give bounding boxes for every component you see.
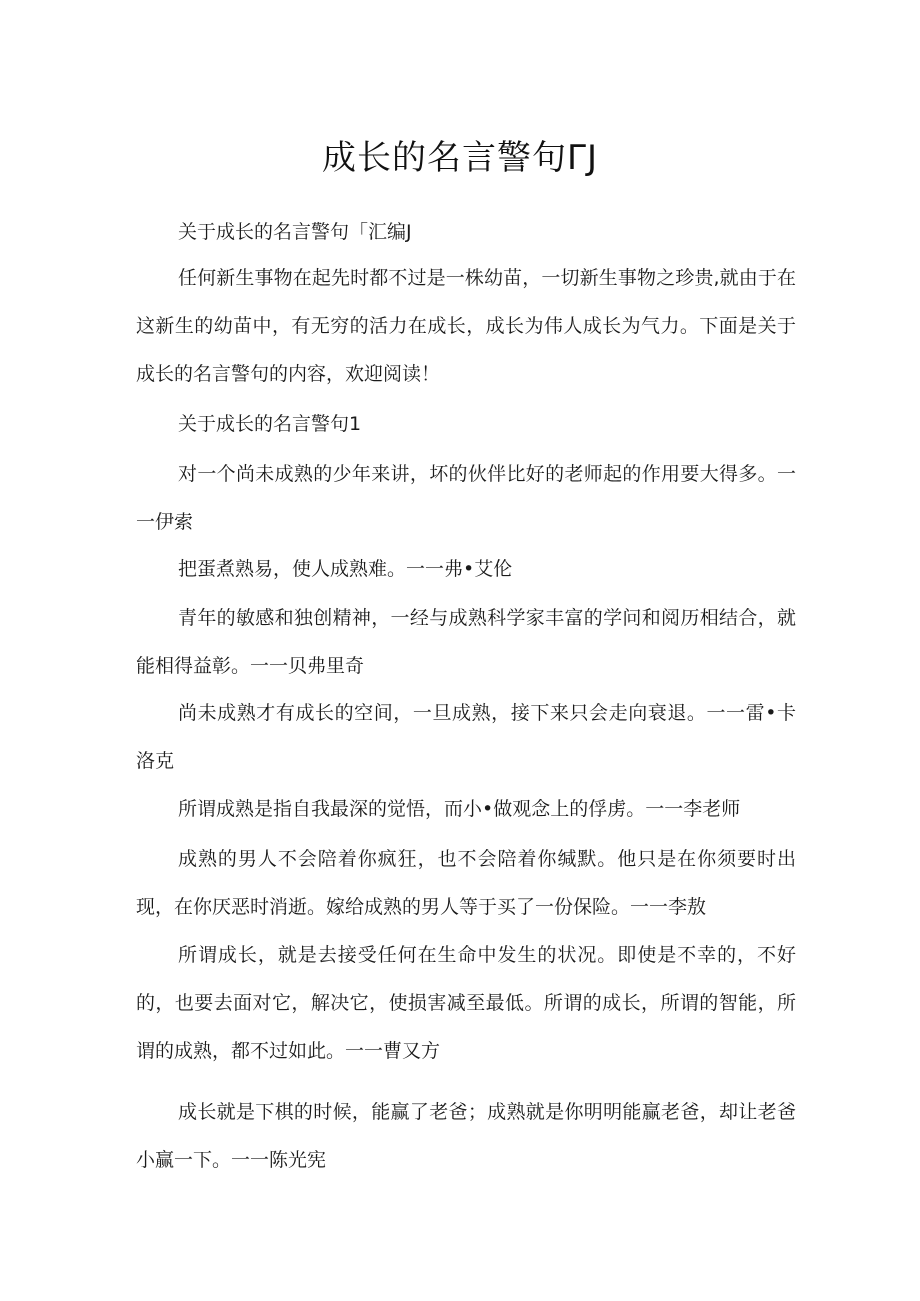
paragraph-intro: 任何新生事物在起先时都不过是一株幼苗，一切新生事物之珍贵,就由于在这新生的幼苗中，有无穷的活力在成长，成长为伟人成长为气力。下面是关于成长的名言警句的内容，欢迎阅读！ — [136, 267, 796, 385]
paragraph-quote-chenguangxian: 成长就是下棋的时候，能赢了老爸；成熟就是你明明能赢老爸，却让老爸小赢一下。一一陈光宪 — [136, 1101, 796, 1171]
paragraph-section-heading: 关于成长的名言警句1 — [178, 413, 362, 435]
paragraph-quote-beifuliqi: 青年的敏感和独创精神，一经与成熟科学家丰富的学问和阅历相结合，就能相得益彰。一一贝弗里奇 — [136, 607, 796, 677]
paragraph-quote-ailun: 把蛋煮熟易，使人成熟难。一一弗•艾伦 — [178, 558, 513, 580]
document-title: 成长的名言警句ΓJ — [322, 138, 598, 178]
paragraph-quote-kaluoke: 尚未成熟才有成长的空间，一旦成熟，接下来只会走向衰退。一一雷•卡洛克 — [136, 702, 796, 772]
paragraph-quote-lilaoshi: 所谓成熟是指自我最深的觉悟，而小•做观念上的俘虏。一一李老师 — [178, 798, 741, 820]
paragraph-subtitle: 关于成长的名言警句「汇编J — [178, 221, 412, 243]
paragraph-quote-yisuo: 对一个尚未成熟的少年来讲，坏的伙伴比好的老师起的作用要大得多。一一伊索 — [136, 463, 796, 533]
paragraph-quote-liao: 成熟的男人不会陪着你疯狂，也不会陪着你缄默。他只是在你须要时出现，在你厌恶时消逝。嫁给成熟的男人等于买了一份保险。一一李敖 — [136, 848, 796, 918]
paragraph-quote-caoyoufang: 所谓成长，就是去接受任何在生命中发生的状况。即使是不幸的，不好的，也要去面对它，解决它，使损害减至最低。所谓的成长，所谓的智能，所谓的成熟，都不过如此。一一曹又方 — [136, 944, 796, 1062]
